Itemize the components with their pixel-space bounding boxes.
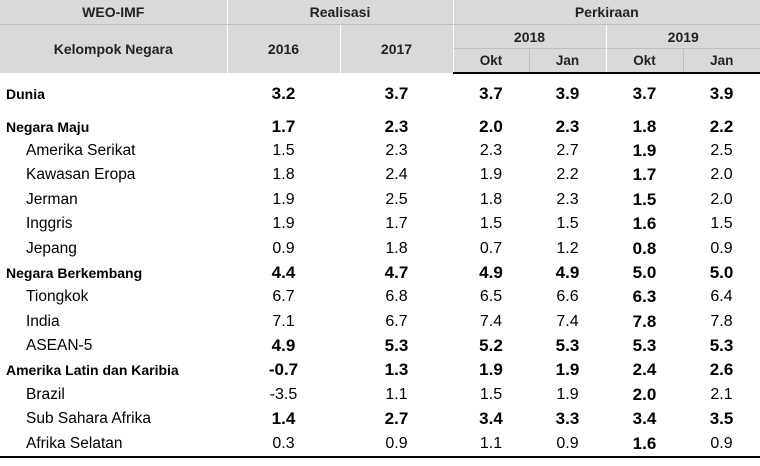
cell-2017: 3.7 — [384, 84, 409, 104]
cell-2019-okt: 2.4 — [632, 360, 657, 380]
cell-2017: 1.7 — [385, 215, 408, 233]
cell-2017: 0.9 — [340, 431, 453, 456]
cell-2019-okt: 5.3 — [632, 336, 657, 356]
cell-2016: -3.5 — [269, 385, 298, 403]
cell-2019-jan: 2.0 — [710, 190, 733, 208]
row-label: Negara Berkembang — [6, 264, 143, 281]
table-row — [0, 431, 760, 456]
row-label: Dunia — [6, 86, 45, 103]
cell-2016: 1.8 — [272, 166, 295, 184]
row-label: Sub Sahara Afrika — [26, 410, 151, 428]
table-row — [0, 407, 760, 431]
cell-2019-jan: 5.0 — [709, 262, 734, 282]
table-row — [0, 334, 760, 358]
header-2019-jan: Jan — [683, 49, 760, 74]
row-label: Jepang — [26, 239, 77, 257]
cell-2019-okt: 1.7 — [632, 165, 657, 185]
row-label: Negara Maju — [6, 118, 90, 135]
cell-2018-jan: 0.9 — [529, 431, 606, 456]
cell-2018-okt: 3.7 — [479, 84, 503, 104]
cell-2018-jan: 1.5 — [556, 215, 579, 233]
table-row — [0, 285, 760, 309]
cell-2016: 6.7 — [272, 288, 295, 306]
row-label: Tiongkok — [26, 288, 89, 306]
cell-2018-okt: 1.5 — [479, 385, 503, 403]
header-2019-okt: Okt — [606, 49, 683, 74]
row-label: Afrika Selatan — [0, 431, 227, 456]
table-row — [0, 358, 760, 382]
cell-2018-okt: 1.9 — [479, 360, 503, 380]
header-realisasi: Realisasi — [227, 0, 453, 25]
header-gap — [0, 73, 760, 82]
cell-2019-okt: 5.0 — [632, 262, 657, 282]
table-row — [0, 82, 760, 106]
cell-2017: 2.5 — [385, 190, 408, 208]
header-year-2017: 2017 — [340, 25, 453, 74]
cell-2018-okt: 3.4 — [479, 409, 503, 429]
cell-2019-jan: 0.9 — [710, 239, 733, 257]
cell-2019-jan: 2.0 — [710, 166, 733, 184]
cell-2016: 1.4 — [271, 409, 296, 429]
table-row — [0, 310, 760, 334]
cell-2019-okt: 7.8 — [632, 311, 657, 331]
cell-2016: -0.7 — [268, 360, 299, 380]
cell-2018-jan: 3.3 — [555, 409, 580, 429]
cell-2018-jan: 2.3 — [556, 190, 579, 208]
cell-2017: 2.7 — [384, 409, 409, 429]
cell-2018-okt: 2.3 — [479, 141, 503, 159]
cell-2019-jan: 5.3 — [709, 336, 734, 356]
cell-2019-okt: 1.5 — [632, 189, 657, 209]
table-row — [0, 236, 760, 260]
cell-2018-jan: 2.7 — [556, 141, 579, 159]
header-year-2019: 2019 — [606, 25, 760, 49]
cell-2016: 1.9 — [272, 190, 295, 208]
table-row — [0, 188, 760, 212]
cell-2017: 4.7 — [384, 262, 409, 282]
row-label: Inggris — [26, 215, 73, 233]
row-label: Amerika Serikat — [26, 141, 136, 159]
row-label: Brazil — [26, 385, 65, 403]
cell-2018-okt: 6.5 — [479, 288, 503, 306]
cell-2019-jan: 0.9 — [683, 431, 760, 456]
cell-2019-okt: 1.9 — [632, 140, 657, 160]
row-label: India — [26, 312, 60, 330]
cell-2019-jan: 3.9 — [709, 84, 734, 104]
cell-2019-jan: 3.5 — [709, 409, 734, 429]
header-perkiraan: Perkiraan — [453, 0, 760, 25]
cell-2016: 4.9 — [271, 336, 296, 356]
cell-2016: 1.5 — [272, 141, 295, 159]
cell-2018-okt: 2.0 — [479, 116, 503, 136]
cell-2017: 1.3 — [384, 360, 409, 380]
row-gap — [0, 106, 760, 114]
cell-2018-jan: 1.2 — [556, 239, 579, 257]
header-2018-jan: Jan — [529, 49, 606, 74]
cell-2017: 1.8 — [385, 239, 408, 257]
table-row — [0, 139, 760, 163]
cell-2019-okt: 1.6 — [606, 431, 683, 456]
cell-2017: 1.1 — [385, 385, 408, 403]
cell-2018-jan: 6.6 — [556, 288, 579, 306]
cell-2018-okt: 1.8 — [479, 190, 503, 208]
cell-2017: 6.8 — [385, 288, 408, 306]
cell-2018-jan: 1.9 — [556, 385, 579, 403]
cell-2016: 1.7 — [271, 116, 296, 136]
cell-2018-jan: 3.9 — [555, 84, 580, 104]
cell-2018-jan: 5.3 — [555, 336, 580, 356]
cell-2017: 5.3 — [384, 336, 409, 356]
header-source: WEO-IMF — [0, 0, 227, 25]
cell-2018-okt: 4.9 — [479, 262, 503, 282]
table-row — [0, 212, 760, 236]
cell-2019-okt: 3.4 — [632, 409, 657, 429]
cell-2018-jan: 2.2 — [556, 166, 579, 184]
cell-2017: 6.7 — [385, 312, 408, 330]
cell-2019-jan: 6.4 — [710, 288, 733, 306]
cell-2016: 3.2 — [271, 84, 296, 104]
cell-2016: 0.9 — [272, 239, 295, 257]
cell-2019-okt: 3.7 — [632, 84, 657, 104]
cell-2018-okt: 0.7 — [479, 239, 503, 257]
cell-2018-okt: 1.1 — [453, 431, 529, 456]
row-label: ASEAN-5 — [26, 337, 93, 355]
cell-2018-jan: 2.3 — [555, 116, 580, 136]
table-row — [0, 114, 760, 138]
cell-2019-jan: 2.2 — [709, 116, 734, 136]
cell-2018-okt: 5.2 — [479, 336, 503, 356]
cell-2018-okt: 1.9 — [479, 166, 503, 184]
cell-2016: 7.1 — [272, 312, 295, 330]
row-label: Amerika Latin dan Karibia — [6, 362, 179, 379]
cell-2019-okt: 6.3 — [632, 287, 657, 307]
table-row — [0, 383, 760, 407]
cell-2016: 0.3 — [227, 431, 340, 456]
cell-2018-okt: 1.5 — [479, 215, 503, 233]
table-row — [0, 261, 760, 285]
cell-2019-okt: 0.8 — [632, 238, 657, 258]
cell-2019-jan: 2.6 — [709, 360, 734, 380]
cell-2019-okt: 1.8 — [632, 116, 657, 136]
cell-2016: 4.4 — [271, 262, 296, 282]
cell-2019-jan: 7.8 — [710, 312, 733, 330]
cell-2018-jan: 1.9 — [555, 360, 580, 380]
header-2018-okt: Okt — [453, 49, 529, 74]
cell-2019-okt: 2.0 — [632, 384, 657, 404]
cell-2019-okt: 1.6 — [632, 214, 657, 234]
cell-2019-jan: 2.1 — [710, 385, 733, 403]
header-year-2018: 2018 — [453, 25, 606, 49]
cell-2019-jan: 2.5 — [710, 141, 733, 159]
cell-2018-jan: 4.9 — [555, 262, 580, 282]
row-label: Jerman — [26, 190, 78, 208]
cell-2018-okt: 7.4 — [479, 312, 503, 330]
cell-2017: 2.3 — [384, 116, 409, 136]
cell-2018-jan: 7.4 — [556, 312, 579, 330]
cell-2017: 2.4 — [385, 166, 408, 184]
header-country-group: Kelompok Negara — [0, 25, 227, 74]
table-row — [0, 163, 760, 187]
cell-2017: 2.3 — [385, 141, 408, 159]
cell-2016: 1.9 — [272, 215, 295, 233]
row-label: Kawasan Eropa — [26, 166, 136, 184]
header-year-2016: 2016 — [227, 25, 340, 74]
cell-2019-jan: 1.5 — [710, 215, 733, 233]
